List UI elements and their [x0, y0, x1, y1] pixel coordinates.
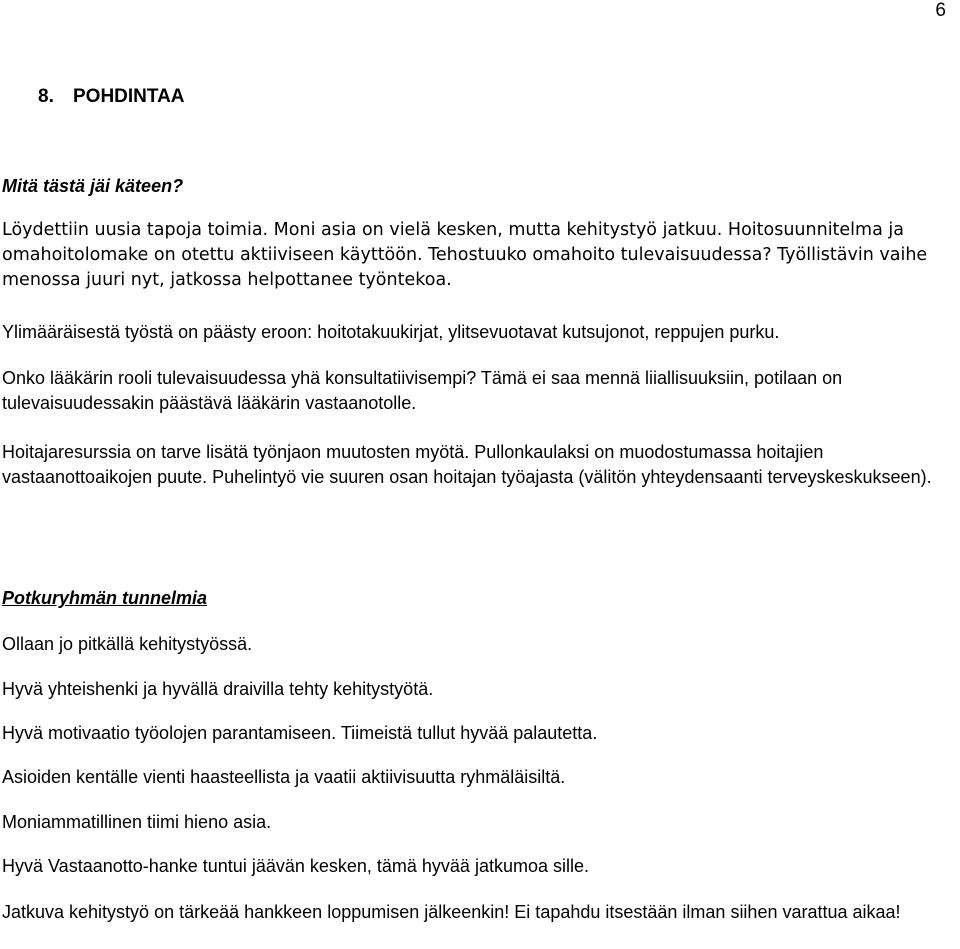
paragraph: Hyvä yhteishenki ja hyvällä draivilla tehty kehitystyötä.	[2, 679, 434, 699]
paragraph: Moniammatillinen tiimi hieno asia.	[2, 812, 272, 832]
paragraph: Asioiden kentälle vienti haasteellista ja vaatii aktiivisuutta ryhmäläisiltä.	[2, 767, 566, 787]
paragraph: Löydettiin uusia tapoja toimia. Moni asia on vielä kesken, mutta kehitystyö jatkuu. Hoitosuunnitelma ja omahoitolomake on otettu aktiiviseen käyttöön. Tehostuuko omahoito tulevaisuudessa? Työllistävin vaihe menossa juuri nyt, jatkossa helpottanee työntekoa.	[2, 220, 928, 290]
section-title-team-mood: Potkuryhmän tunnelmia	[2, 588, 208, 608]
chapter-number: 8.	[38, 86, 54, 107]
section-title-takeaways: Mitä tästä jäi käteen?	[2, 176, 184, 196]
paragraph: Onko lääkärin rooli tulevaisuudessa yhä konsultatiivisempi? Tämä ei saa mennä liiallisuuksiin, potilaan on tulevaisuudessakin päästävä lääkärin vastaanotolle.	[2, 368, 843, 413]
paragraph: Hoitajaresurssia on tarve lisätä työnjaon muutosten myötä. Pullonkaulaksi on muodostumassa hoitajien vastaanottoaikojen puute. Puhelintyö vie suuren osan hoitajan työajasta (välitön yhteydensaanti terveyskeskukseen).	[2, 442, 932, 487]
paragraph: Jatkuva kehitystyö on tärkeää hankkeen loppumisen jälkeenkin! Ei tapahdu itsestään ilman siihen varattua aikaa!	[2, 902, 901, 922]
paragraph: Ollaan jo pitkällä kehitystyössä.	[2, 634, 253, 654]
paragraph: Hyvä motivaatio työolojen parantamiseen. Tiimeistä tullut hyvää palautetta.	[2, 723, 598, 743]
chapter-heading	[38, 86, 185, 108]
paragraph: Hyvä Vastaanotto-hanke tuntui jäävän kesken, tämä hyvää jatkumoa sille.	[2, 856, 589, 876]
chapter-title: POHDINTAA	[73, 86, 185, 107]
page-number: 6	[935, 0, 946, 21]
paragraph: Ylimääräisestä työstä on päästy eroon: hoitotakuukirjat, ylitsevuotavat kutsujonot, reppujen purku.	[2, 322, 780, 342]
